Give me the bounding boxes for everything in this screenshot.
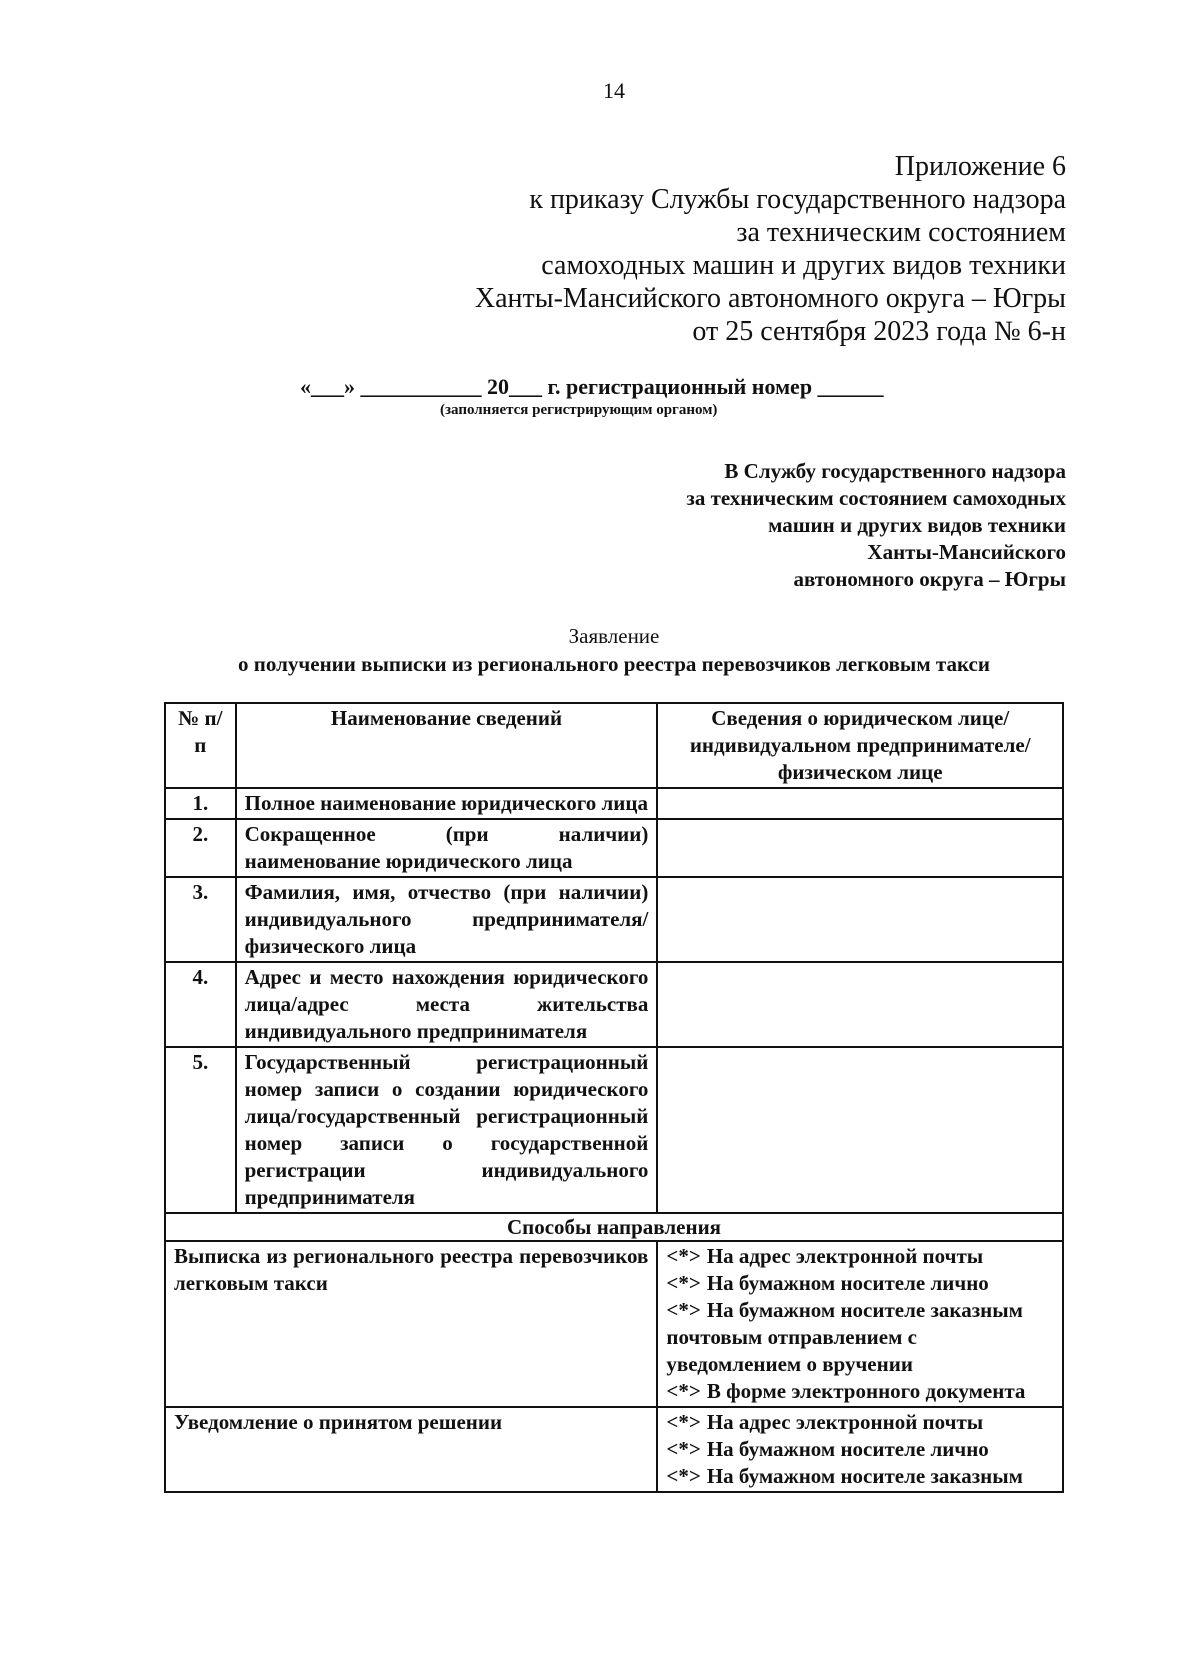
header-info: Сведения о юридическом лице/ индивидуальном предпринимателе/ физическом лице <box>657 703 1063 788</box>
option-marker: <*> <box>666 1379 701 1403</box>
header-name: Наименование сведений <box>236 703 658 788</box>
table-row <box>165 1047 1063 1213</box>
appendix-line: Приложение 6 <box>894 151 1066 182</box>
option-marker: <*> <box>666 1410 701 1434</box>
row-num: 4. <box>165 962 236 1047</box>
delivery-option[interactable] <box>666 1378 1054 1405</box>
delivery-option[interactable] <box>666 1409 1054 1436</box>
addressee-line: автономного округа – Югры <box>793 567 1066 591</box>
delivery-options <box>657 1407 1063 1492</box>
option-label: На адрес электронной почты <box>706 1244 984 1268</box>
table-row <box>165 962 1063 1047</box>
option-marker: <*> <box>666 1437 701 1461</box>
title-line-1: Заявление <box>568 624 660 648</box>
registration-line: «___» ___________ 20___ г. регистрационный номер ______ <box>300 374 884 399</box>
option-marker: <*> <box>666 1298 701 1322</box>
row-info-field[interactable] <box>657 1047 1063 1213</box>
page-number: 14 <box>603 78 625 103</box>
application-table <box>164 702 1064 1493</box>
section-row <box>165 1213 1063 1241</box>
document-title <box>0 622 1200 678</box>
row-num: 5. <box>165 1047 236 1213</box>
row-info-field[interactable] <box>657 819 1063 877</box>
delivery-item: Выписка из регионального реестра перевозчиков легковым такси <box>165 1241 657 1407</box>
option-label: На бумажном носителе лично <box>706 1271 989 1295</box>
row-num: 2. <box>165 819 236 877</box>
row-info-field[interactable] <box>657 962 1063 1047</box>
delivery-option[interactable] <box>666 1270 1054 1297</box>
delivery-option[interactable] <box>666 1463 1054 1490</box>
addressee-line: за техническим состоянием самоходных <box>686 486 1066 510</box>
appendix-line: к приказу Службы государственного надзора <box>529 184 1066 215</box>
delivery-option[interactable] <box>666 1243 1054 1270</box>
addressee-line: машин и других видов техники <box>768 513 1066 537</box>
delivery-options <box>657 1241 1063 1407</box>
appendix-header <box>475 150 1066 348</box>
delivery-row <box>165 1241 1063 1407</box>
delivery-option[interactable] <box>666 1436 1054 1463</box>
title-line-2: о получении выписки из регионального реестра перевозчиков легковым такси <box>238 652 990 676</box>
appendix-line: Ханты-Мансийского автономного округа – Югры <box>474 283 1066 314</box>
table-row <box>165 788 1063 819</box>
addressee-block <box>686 458 1066 593</box>
option-label: На бумажном носителе заказным почтовым отправлением с уведомлением о вручении <box>666 1298 1023 1376</box>
option-marker: <*> <box>666 1271 701 1295</box>
appendix-line: за техническим состоянием <box>736 217 1066 248</box>
row-info-field[interactable] <box>657 877 1063 962</box>
option-label: На бумажном носителе заказным <box>706 1464 1023 1488</box>
table-row <box>165 877 1063 962</box>
row-name: Адрес и место нахождения юридического лица/адрес места жительства индивидуального предпринимателя <box>236 962 658 1047</box>
delivery-row <box>165 1407 1063 1492</box>
appendix-line: от 25 сентября 2023 года № 6-н <box>692 316 1066 347</box>
appendix-line: самоходных машин и других видов техники <box>541 250 1066 281</box>
table-row <box>165 819 1063 877</box>
delivery-option[interactable] <box>666 1297 1054 1378</box>
row-num: 1. <box>165 788 236 819</box>
registration-note: (заполняется регистрирующим органом) <box>440 402 718 418</box>
table-header-row <box>165 703 1063 788</box>
row-info-field[interactable] <box>657 788 1063 819</box>
option-marker: <*> <box>666 1464 701 1488</box>
section-title: Способы направления <box>165 1213 1063 1241</box>
header-num: № п/п <box>165 703 236 788</box>
row-name: Сокращенное (при наличии) наименование юридического лица <box>236 819 658 877</box>
row-name: Полное наименование юридического лица <box>236 788 658 819</box>
option-label: На адрес электронной почты <box>706 1410 984 1434</box>
row-num: 3. <box>165 877 236 962</box>
addressee-line: Ханты-Мансийского <box>867 540 1066 564</box>
addressee-line: В Службу государственного надзора <box>724 459 1066 483</box>
delivery-item: Уведомление о принятом решении <box>165 1407 657 1492</box>
option-marker: <*> <box>666 1244 701 1268</box>
option-label: В форме электронного документа <box>706 1379 1026 1403</box>
row-name: Государственный регистрационный номер записи о создании юридического лица/государственный регистрационный номер записи о государственной регистрации индивидуального предпринимателя <box>236 1047 658 1213</box>
option-label: На бумажном носителе лично <box>706 1437 989 1461</box>
row-name: Фамилия, имя, отчество (при наличии) индивидуального предпринимателя/физического лица <box>236 877 658 962</box>
